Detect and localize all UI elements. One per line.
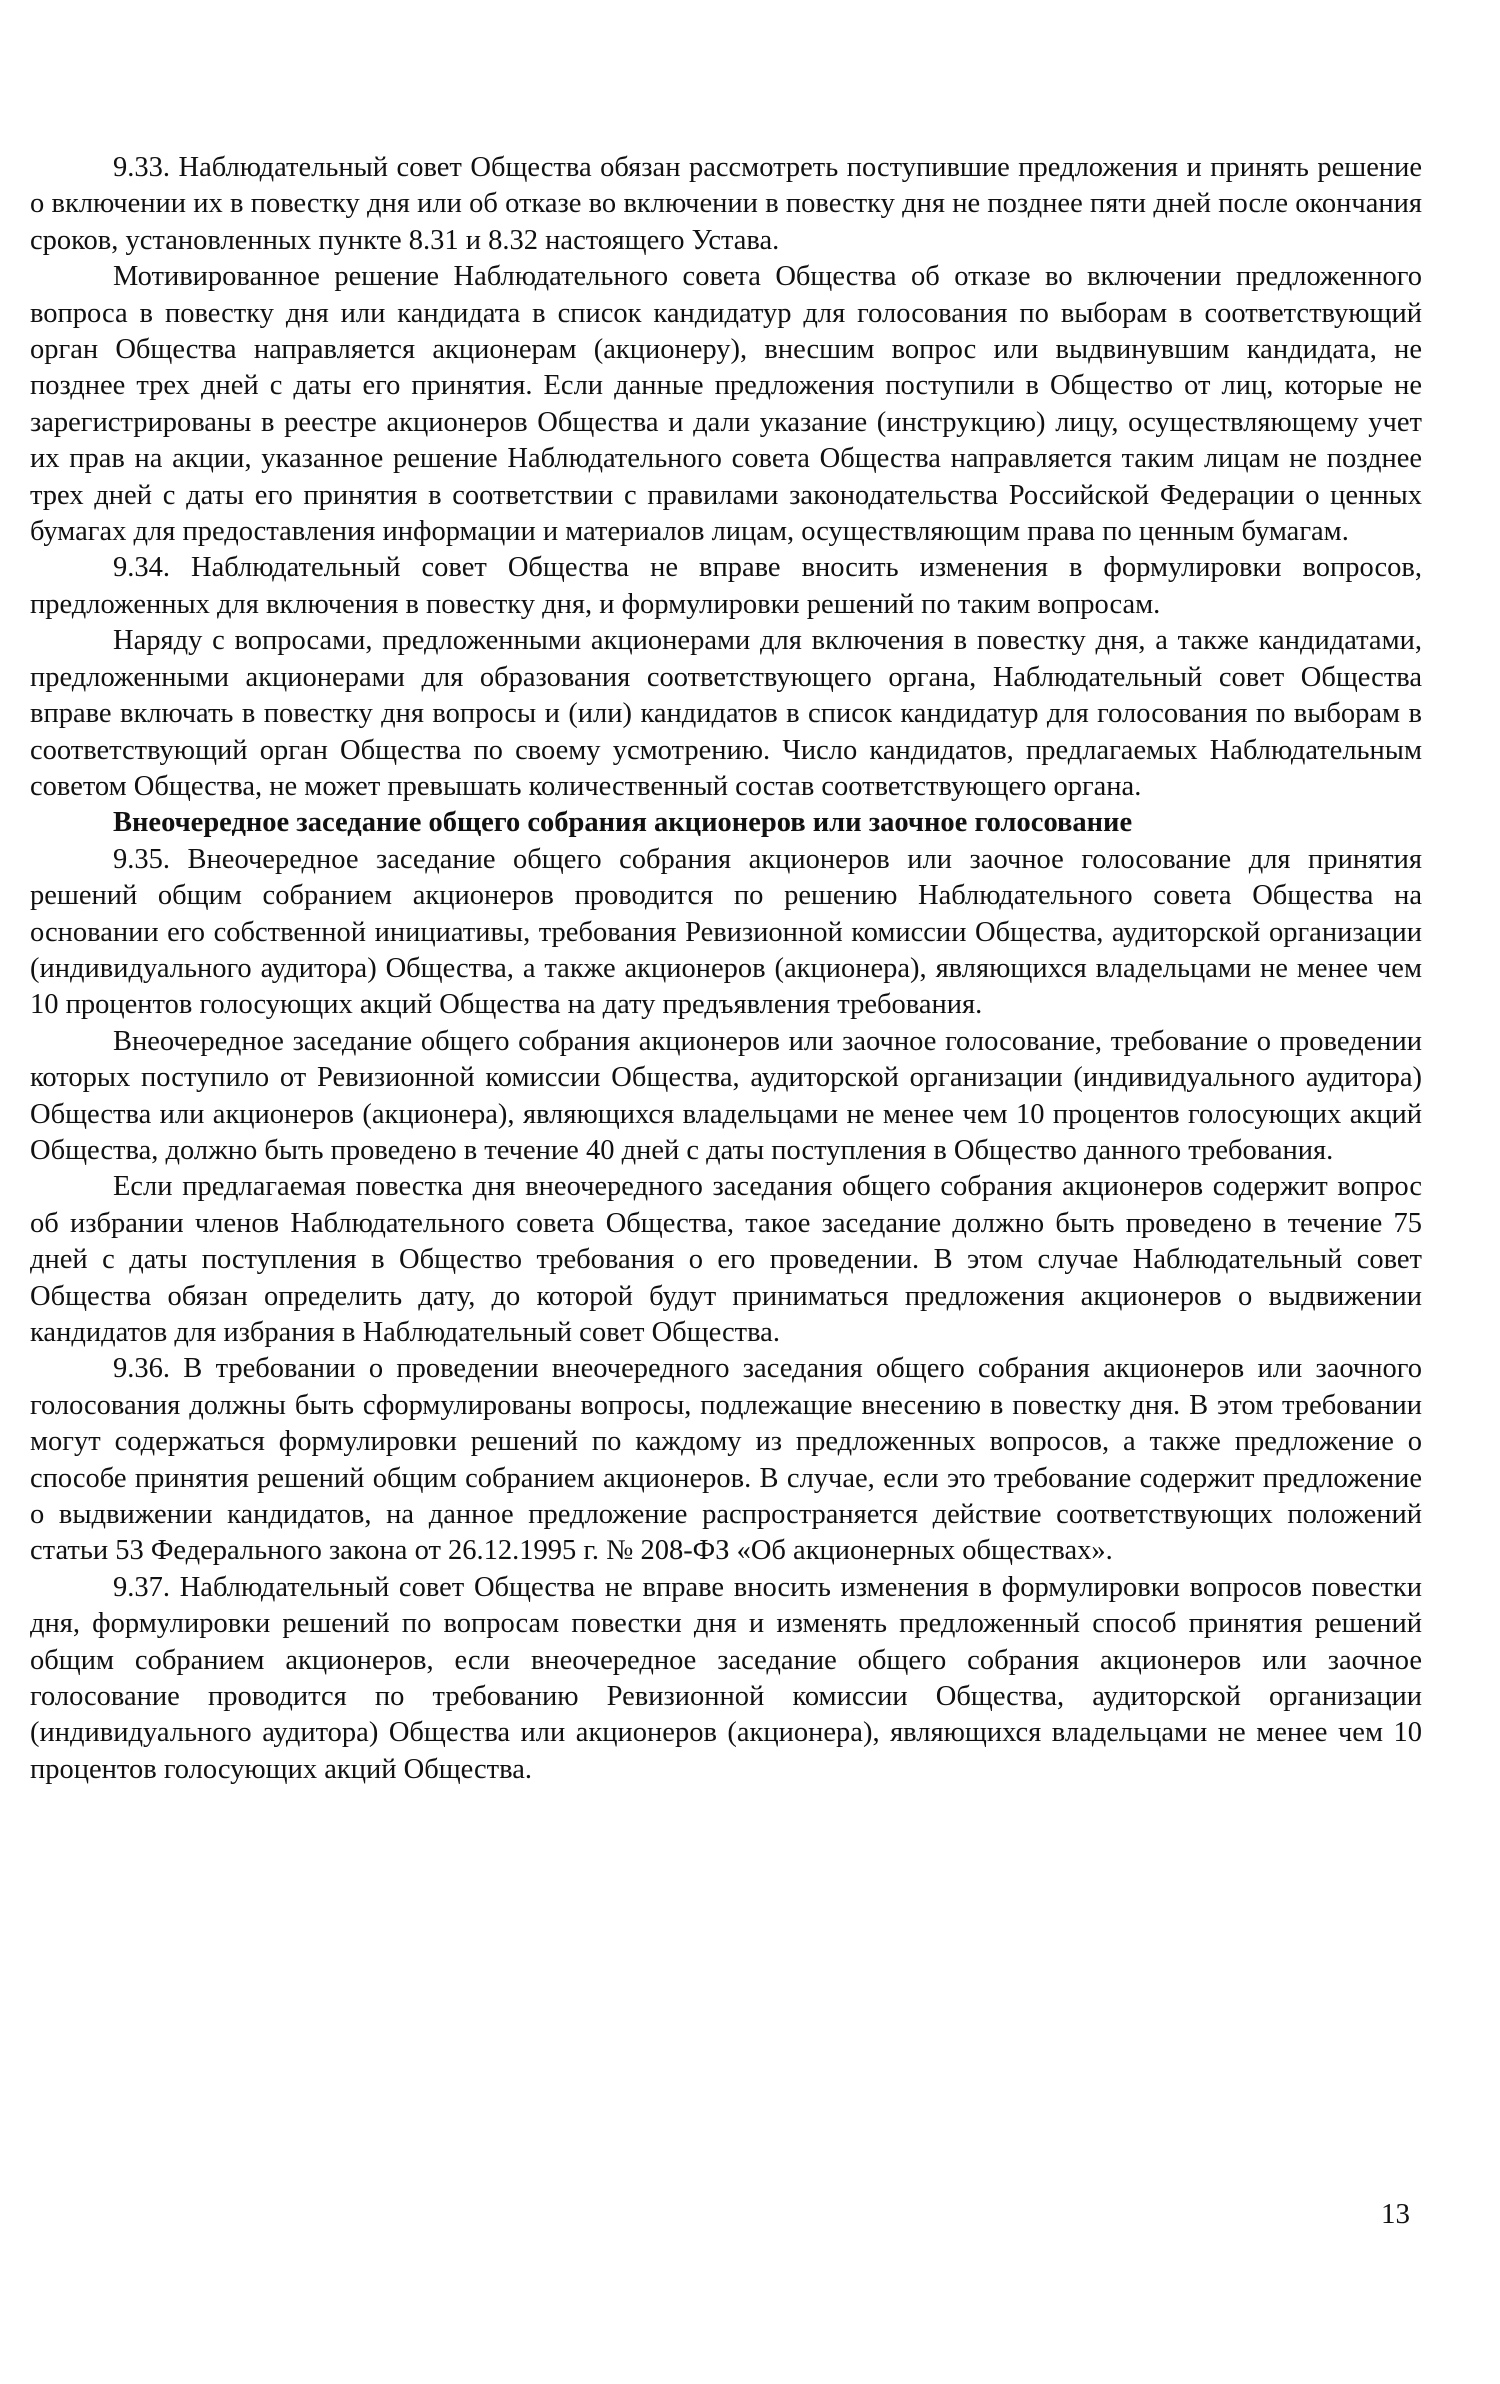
paragraph-9-37: 9.37. Наблюдательный совет Общества не вправе вносить изменения в формулировки вопросов повестки дня, формулировки решений по вопросам повестки дня и изменять предложенный способ принятия решений общим собранием акционеров, если внеочередное заседание общего собрания акционеров или заочное голосование проводится по требованию Ревизионной комиссии Общества, аудиторской организации (индивидуального аудитора) Общества или акционеров (акционера), являющихся владельцами не менее чем 10 процентов голосующих акций Общества. [30, 1571, 1422, 1785]
section-heading: Внеочередное заседание общего собрания акционеров или заочное голосование [113, 807, 1133, 839]
document-body [30, 150, 1422, 1788]
paragraph-board-candidates: Наряду с вопросами, предложенными акционерами для включения в повестку дня, а также кандидатами, предложенными акционерами для образования соответствующего органа, Наблюдательный совет Общества вправе включать в повестку дня вопросы и (или) кандидатов в список кандидатур для голосования по выборам в соответствующий орган Общества по своему усмотрению. Число кандидатов, предлагаемых Наблюдательным советом Общества, не может превышать количественный состав соответствующего органа. [30, 625, 1422, 802]
paragraph-extraordinary-meeting-40-days: Внеочередное заседание общего собрания акционеров или заочное голосование, требование о проведении которых поступило от Ревизионной комиссии Общества, аудиторской организации (индивидуального аудитора) Общества или акционеров (акционера), являющихся владельцами не менее чем 10 процентов голосующих акций Общества, должно быть проведено в течение 40 дней с даты поступления в Общество данного требования. [30, 1025, 1422, 1166]
paragraph-extraordinary-meeting-75-days: Если предлагаемая повестка дня внеочередного заседания общего собрания акционеров содержит вопрос об избрании членов Наблюдательного совета Общества, такое заседание должно быть проведено в течение 75 дней с даты поступления в Общество требования о его проведении. В этом случае Наблюдательный совет Общества обязан определить дату, до которой будут приниматься предложения акционеров о выдвижении кандидатов для избрания в Наблюдательный совет Общества. [30, 1171, 1422, 1348]
paragraph-motivated-decision: Мотивированное решение Наблюдательного совета Общества об отказе во включении предложенного вопроса в повестку дня или кандидата в список кандидатур для голосования по выборам в соответствующий орган Общества направляется акционерам (акционеру), внесшим вопрос или выдвинувшим кандидата, не позднее трех дней с даты его принятия. Если данные предложения поступили в Общество от лиц, которые не зарегистрированы в реестре акционеров Общества и дали указание (инструкцию) лицу, осуществляющему учет их прав на акции, указанное решение Наблюдательного совета Общества направляется таким лицам не позднее трех дней с даты его принятия в соответствии с правилами законодательства Российской Федерации о ценных бумагах для предоставления информации и материалов лицам, осуществляющим права по ценным бумагам. [30, 261, 1422, 548]
page-number: 13 [1381, 2198, 1410, 2230]
paragraph-9-33: 9.33. Наблюдательный совет Общества обязан рассмотреть поступившие предложения и принять решение о включении их в повестку дня или об отказе во включении в повестку дня не позднее пяти дней после окончания сроков, установленных пункте 8.31 и 8.32 настоящего Устава. [30, 152, 1422, 256]
paragraph-9-35: 9.35. Внеочередное заседание общего собрания акционеров или заочное голосование для принятия решений общим собранием акционеров проводится по решению Наблюдательного совета Общества на основании его собственной инициативы, требования Ревизионной комиссии Общества, аудиторской организации (индивидуального аудитора) Общества, а также акционеров (акционера), являющихся владельцами не менее чем 10 процентов голосующих акций Общества на дату предъявления требования. [30, 843, 1422, 1021]
paragraph-9-36: 9.36. В требовании о проведении внеочередного заседания общего собрания акционеров или заочного голосования должны быть сформулированы вопросы, подлежащие внесению в повестку дня. В этом требовании могут содержаться формулировки решений по каждому из предложенных вопросов, а также предложение о способе принятия решений общим собранием акционеров. В случае, если это требование содержит предложение о выдвижении кандидатов, на данное предложение распространяется действие соответствующих положений статьи 53 Федерального закона от 26.12.1995 г. № 208-ФЗ «Об акционерных обществах». [30, 1353, 1422, 1567]
paragraph-9-34: 9.34. Наблюдательный совет Общества не вправе вносить изменения в формулировки вопросов, предложенных для включения в повестку дня, и формулировки решений по таким вопросам. [30, 552, 1422, 620]
